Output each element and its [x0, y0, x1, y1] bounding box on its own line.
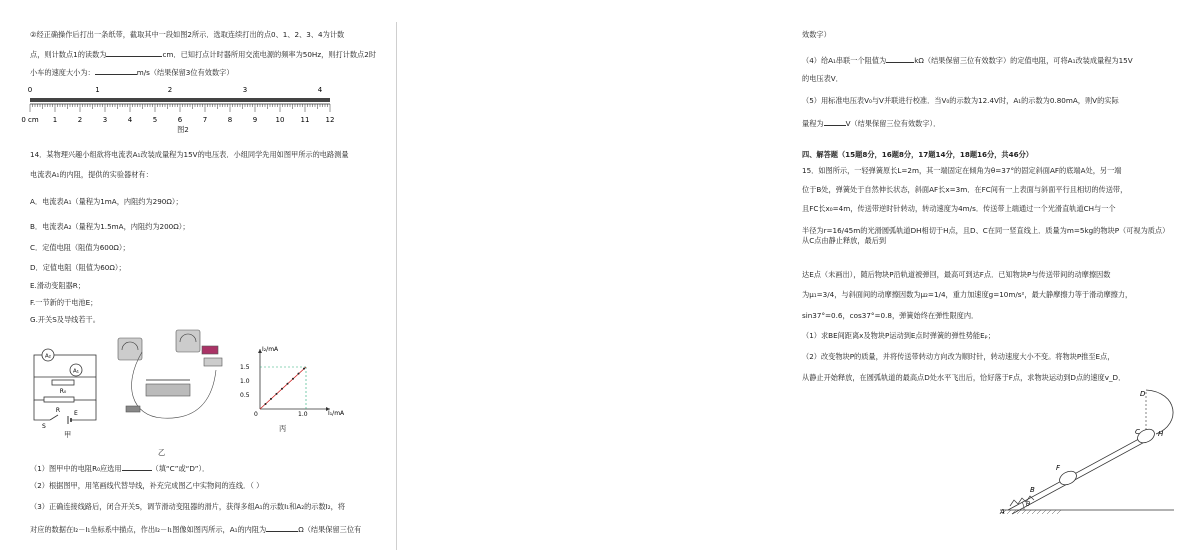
q14-part1-text-b: （填“C”或“D”）． [151, 464, 210, 473]
q14-part1 [30, 462, 209, 474]
q15-question2-line2: 从静止开始释放，在圆弧轨道的最高点D处水平飞出后，恰好落于F点，求物块运动到D点的速度v_D． [802, 373, 1126, 382]
count-point-label: 3 [242, 86, 248, 94]
fig-bing-caption: 丙 [279, 424, 287, 433]
q15-line1: 15．如图所示，一轻弹簧原长L=2m，其一端固定在倾角为θ=37°的固定斜面AF的底端A处，另一端 [802, 166, 1122, 175]
ground-hatch-line [1047, 510, 1051, 514]
r-line1: 效数字） [802, 30, 831, 39]
fig-yi-caption: 乙 [158, 448, 166, 457]
answer-blank [824, 117, 846, 126]
answer-blank [266, 523, 298, 532]
q14-part4-line2: 的电压表V． [802, 74, 843, 83]
option-d: D．定值电阻（阻值为60Ω）； [30, 263, 126, 272]
count-point-label: 1 [95, 86, 100, 94]
battery-holder-icon [202, 346, 218, 354]
e-label: E [74, 410, 78, 417]
q13-2-line1: ②经正确操作后打出一条纸带，截取其中一段如图2所示．选取连续打出的点0、1、2、3、4为计数 [30, 30, 345, 39]
section-heading: 四、解答题（15题8分，16题8分，17题14分，18题16分，共46分） [802, 150, 1033, 159]
count-point-label: 0 [27, 86, 33, 94]
q13-2-text-b: cm．已知打点计时器所用交流电源的频率为50Hz，则打计数点2时 [162, 50, 376, 59]
arc-track [1146, 390, 1173, 434]
ruler-cm-label: 6 [177, 116, 183, 124]
ground-hatch-line [1032, 510, 1036, 514]
circuit-diagram-jia [28, 340, 110, 430]
ruler-cm-label: 0 cm [21, 116, 39, 124]
data-point [303, 368, 305, 370]
q14-part3-text-a: 对应的数据在I₂－I₁坐标系中描点，作出I₂－I₁图像如图丙所示，A₁的内阻为 [30, 525, 267, 534]
data-point [270, 398, 272, 400]
q13-2-line2 [30, 48, 376, 60]
r-label: R [55, 407, 61, 414]
label-d: D [1140, 390, 1146, 398]
q15-line2: 位于B处，弹簧处于自然伸长状态，斜面AF长x=3m．在FC间有一上表面与斜面平行且相切的传送带， [802, 185, 1128, 194]
q15-line4: 半径为r=16/45m的光滑圆弧轨道DH相切于H点，且D、C在同一竖直线上．质量为m=5kg的物块P（可视为质点）从C点由静止释放，最后到 [802, 226, 1170, 245]
label-theta: θ [1026, 500, 1030, 508]
label-b: B [1030, 486, 1035, 494]
ground-hatch-line [1027, 510, 1031, 514]
x-tick-0: 0 [254, 411, 258, 418]
q15-line5: 达E点（未画出），随后物块P沿轨道被弹回，最高可到达F点．已知物块P与传送带间的动摩擦因数 [802, 270, 1111, 279]
q14-part4-text-a: （4）给A₁串联一个阻值为 [802, 56, 887, 65]
y-tick-1-0: 1.0 [240, 378, 250, 385]
answer-blank [106, 48, 162, 57]
s-label: S [42, 423, 46, 430]
apparatus-photo-yi [112, 326, 230, 430]
q15-line3: 且FC长x₀=4m，传送带逆时针转动，转动速度为4m/s．传送带上端通过一个光滑直轨道CH与一个 [802, 204, 1116, 213]
x-tick-1-0: 1.0 [298, 411, 308, 418]
ruler-cm-label: 7 [202, 116, 208, 124]
option-b: B．电流表A₂（量程为1.5mA，内阻约为200Ω）； [30, 222, 190, 231]
ruler-cm-label: 4 [127, 116, 133, 124]
ground-hatch-line [1057, 510, 1061, 514]
switch-device-icon [126, 406, 140, 412]
y-tick-1-5: 1.5 [240, 364, 250, 371]
q14-part2: （2）根据图甲，用笔画线代替导线，补充完成图乙中实物间的连线．（ ） [30, 481, 264, 490]
resistor-r0-icon [52, 380, 74, 385]
answer-blank [886, 54, 914, 63]
ground-hatch-line [1022, 510, 1026, 514]
meter-a1-icon [118, 338, 142, 360]
count-point-label: 2 [167, 86, 173, 94]
rheostat-icon [146, 384, 190, 396]
paper-tape [30, 98, 330, 102]
q15-line7: sin37°=0.6，cos37°=0.8，弹簧始终在弹性限度内． [802, 311, 979, 320]
q14-part1-text-a: （1）图甲中的电阻R₀应选用 [30, 464, 122, 473]
left-column [0, 0, 398, 560]
ruler-cm-label: 10 [275, 116, 285, 124]
q15-question2-line1: （2）改变物块P的质量，并将传送带转动方向改为顺时针，转动速度大小不变。将物块P推至E点， [802, 352, 1115, 361]
meter-a2-icon [176, 330, 200, 352]
ground-hatch-line [1007, 510, 1011, 514]
ruler-cm-label: 9 [252, 116, 258, 124]
ground-hatch-line [1037, 510, 1041, 514]
option-g: G.开关S及导线若干。 [30, 315, 100, 324]
q14-part5-line2 [802, 117, 940, 129]
right-column [398, 0, 1170, 560]
option-a: A．电流表A₁（量程为1mA，内阻约为290Ω）； [30, 197, 183, 206]
option-e: E.滑动变阻器R； [30, 281, 85, 290]
data-point [292, 378, 294, 380]
x-axis-label: I₁/mA [328, 410, 345, 417]
q14-part5-line1: （5）用标准电压表V₀与V并联进行校准．当V₀的示数为12.4V时，A₁的示数为0.80mA，则V的实际 [802, 96, 1119, 105]
ruler-cm-label: 12 [325, 116, 335, 124]
option-f: F.一节新的干电池E； [30, 298, 98, 307]
data-point [298, 373, 300, 375]
q15-line6: 为μ₁=3/4，与斜面间的动摩擦因数为μ₂=1/4，重力加速度g=10m/s²，最大静摩擦力等于滑动摩擦力， [802, 290, 1133, 299]
label-h: H [1158, 430, 1164, 438]
label-c: C [1135, 428, 1140, 436]
ground-hatch-line [1052, 510, 1056, 514]
incline-conveyor-figure [998, 388, 1178, 516]
count-point-label: 4 [317, 86, 323, 94]
ruler-cm-label: 3 [102, 116, 108, 124]
q13-2-text-d: m/s（结果保留3位有效数字） [136, 68, 234, 77]
ruler-cm-label: 5 [152, 116, 158, 124]
label-f: F [1056, 464, 1061, 472]
ruler-cm-label: 11 [300, 116, 310, 124]
fig2-caption: 图2 [177, 125, 189, 134]
q15-question1: （1）求BE间距离x及物块P运动到E点时弹簧的弹性势能Eₚ； [802, 331, 995, 340]
q14-part3-line2 [30, 523, 361, 535]
pulley-f-icon [1057, 468, 1079, 487]
resistor-box-icon [204, 358, 222, 366]
rheostat-r-icon [44, 397, 74, 402]
q14-part4-line1 [802, 54, 1133, 66]
ruler-cm-label: 2 [77, 116, 83, 124]
switch-icon [50, 415, 58, 420]
q14-part5-text-a: 量程为 [802, 119, 824, 128]
q14-part4-text-b: kΩ（结果保留三位有效数字）的定值电阻，可将A₁改装成量程为15V [914, 56, 1133, 65]
label-a: A [1000, 508, 1005, 516]
option-c: C．定值电阻（阻值为600Ω）； [30, 243, 130, 252]
y-tick-0-5: 0.5 [240, 392, 250, 399]
data-point [281, 388, 283, 390]
graph-bing [226, 343, 346, 423]
data-point [265, 403, 267, 405]
answer-blank [122, 462, 152, 471]
q14-part3-text-b: Ω（结果保留三位有 [298, 525, 362, 534]
q13-2-text-c: 小车的速度大小为： [30, 68, 95, 77]
ruler-cm-label: 8 [227, 116, 233, 124]
ruler-cm-label: 1 [52, 116, 58, 124]
q13-2-text-a: 点，则计数点1的读数为 [30, 50, 107, 59]
q14-part5-text-b: V（结果保留三位有效数字）． [845, 119, 941, 128]
a2-label: A₂ [45, 353, 51, 360]
q13-2-line3 [30, 66, 234, 78]
data-point [287, 383, 289, 385]
q14-line1: 14．某物理兴趣小组欲将电流表A₁改装成量程为15V的电压表．小组同学先用如图甲所示的电路测量 [30, 150, 349, 159]
incline-surface [1008, 434, 1148, 510]
a1-label: A₁ [73, 368, 79, 375]
answer-blank [95, 66, 137, 75]
ground-hatch-line [1042, 510, 1046, 514]
q14-line2: 电流表A₁的内阻，提供的实验器材有： [30, 170, 153, 179]
y-axis-label: I₂/mA [262, 346, 279, 353]
fig-jia-caption: 甲 [64, 430, 72, 439]
data-point [276, 393, 278, 395]
q14-part3-line1: （3）正确连接线路后，闭合开关S，调节滑动变阻器的滑片，获得多组A₁的示数I₁和A₂的示数I₂，将 [30, 502, 346, 511]
r0-label: R₀ [59, 388, 67, 395]
